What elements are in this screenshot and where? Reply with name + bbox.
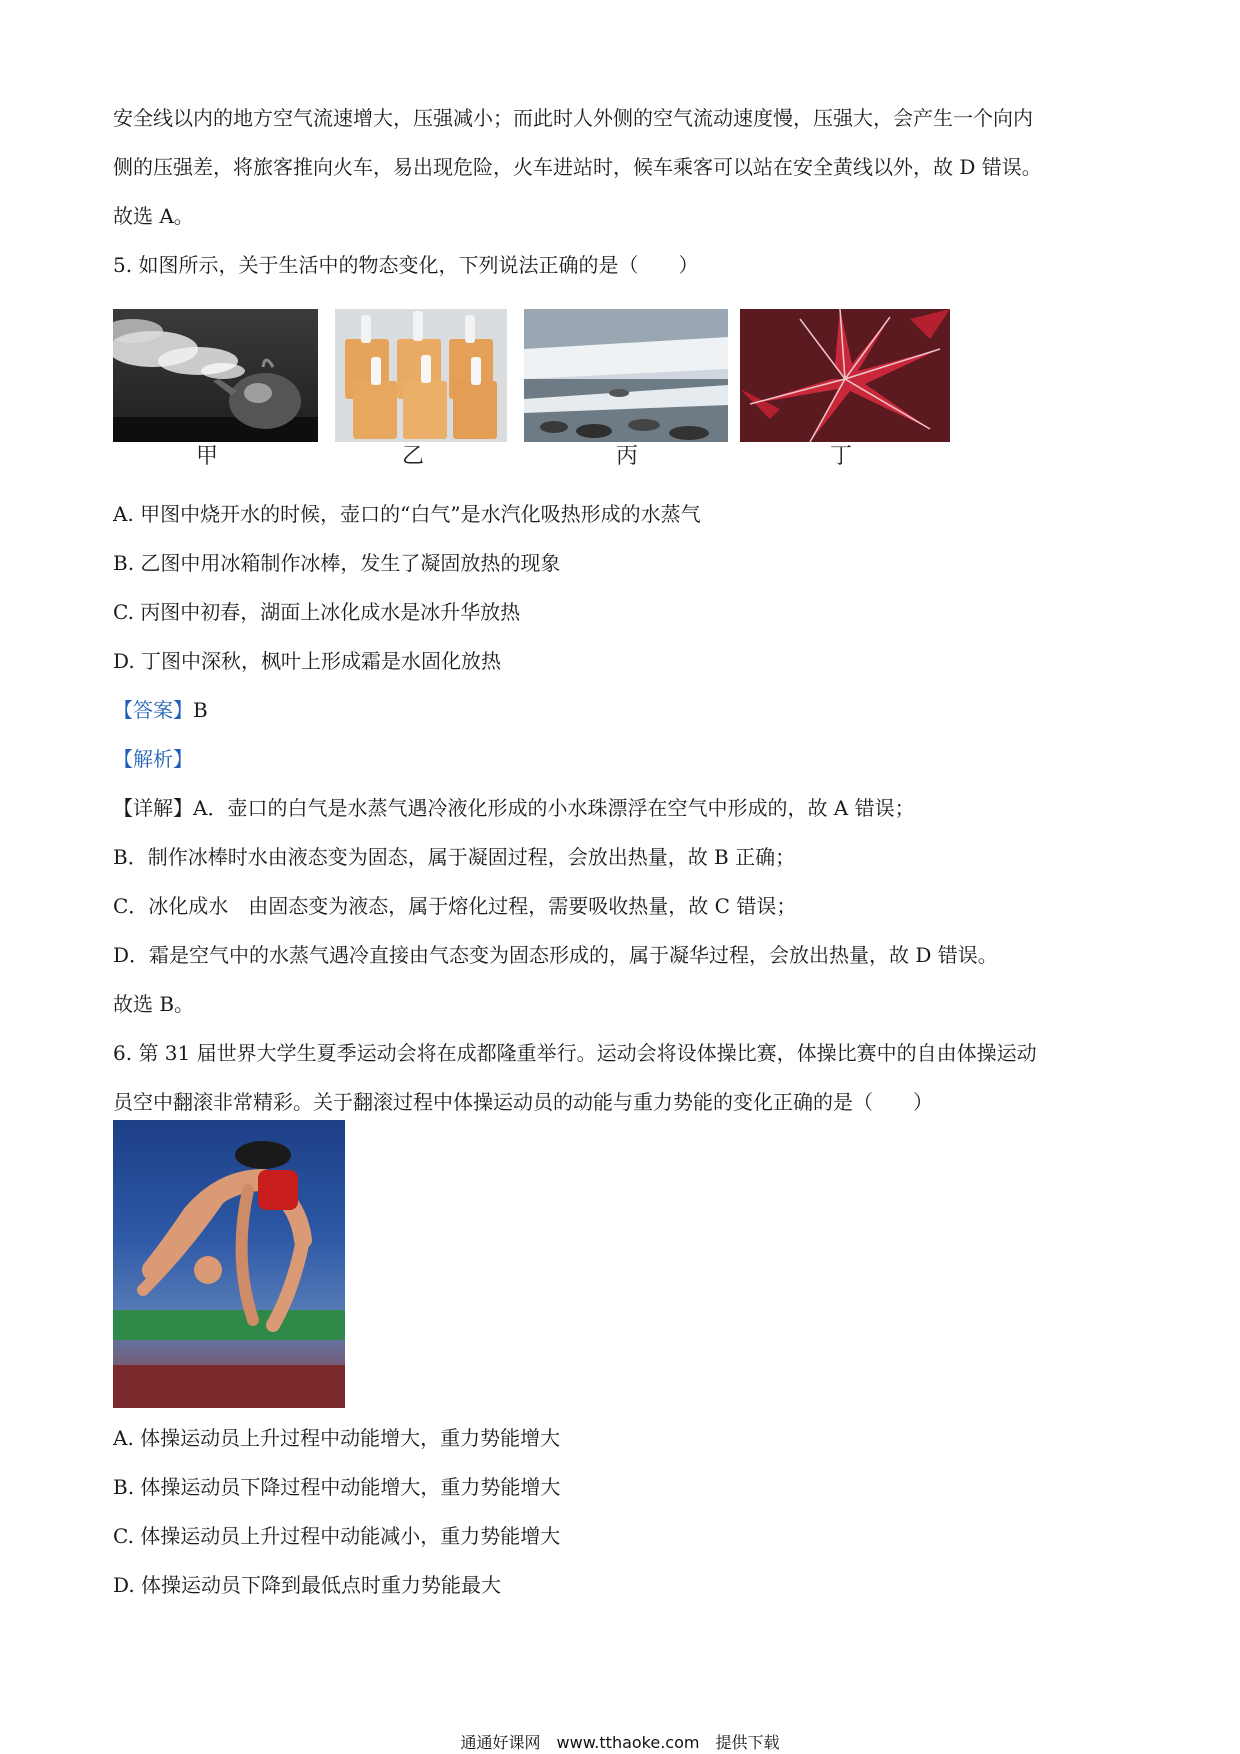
detail-line-a (113, 794, 915, 822)
answer-value: B (193, 698, 208, 722)
detail-line-d: D．霜是空气中的水蒸气遇冷直接由气态变为固态形成的，属于凝华过程，会放出热量，故 D 错误。 (113, 943, 998, 967)
caption-bing: 丙 (616, 444, 639, 469)
detail-label: 【详解】 (113, 796, 193, 820)
question-6-stem-line-1: 6. 第 31 届世界大学生夏季运动会将在成都隆重举行。运动会将设体操比赛，体操比赛中的自由体操运动 (113, 1041, 1037, 1065)
q6-option-a: A. 体操运动员上升过程中动能增大，重力势能增大 (113, 1426, 561, 1450)
caption-ding: 丁 (830, 444, 853, 469)
q5-option-c: C. 丙图中初春，湖面上冰化成水是冰升华放热 (113, 600, 521, 624)
q6-option-c: C. 体操运动员上升过程中动能减小，重力势能增大 (113, 1524, 561, 1548)
q5-option-d: D. 丁图中深秋，枫叶上形成霜是水固化放热 (113, 649, 502, 673)
detail-line-c: C．冰化成水 由固态变为液态，属于熔化过程，需要吸收热量，故 C 错误； (113, 894, 797, 918)
melting-ice-photo (524, 309, 728, 442)
explanation-line-1: 安全线以内的地方空气流速增大，压强减小；而此时人外侧的空气流动速度慢，压强大，会产生一个向内 (113, 106, 1033, 130)
explanation-conclusion: 故选 A。 (113, 204, 194, 228)
detail-text-a: A．壶口的白气是水蒸气遇冷液化形成的小水珠漂浮在空气中形成的，故 A 错误； (193, 796, 915, 820)
analysis-label: 【解析】 (113, 747, 193, 771)
gymnast-photo (113, 1120, 345, 1408)
q6-option-b: B. 体操运动员下降过程中动能增大，重力势能增大 (113, 1475, 561, 1499)
question-5-stem: 5. 如图所示，关于生活中的物态变化，下列说法正确的是（ ） (113, 253, 699, 277)
q5-answer (113, 696, 208, 724)
explanation-line-2: 侧的压强差，将旅客推向火车，易出现危险，火车进站时，候车乘客可以站在安全黄线以外，故 D 错误。 (113, 155, 1042, 179)
question-6-stem-line-2: 员空中翻滚非常精彩。关于翻滚过程中体操运动员的动能与重力势能的变化正确的是（ ） (113, 1090, 933, 1114)
kettle-steam-photo (113, 309, 318, 442)
detail-line-b: B．制作冰棒时水由液态变为固态，属于凝固过程，会放出热量，故 B 正确； (113, 845, 796, 869)
popsicle-photo (335, 309, 507, 442)
caption-yi: 乙 (402, 444, 425, 469)
q5-option-a: A. 甲图中烧开水的时候，壶口的“白气”是水汽化吸热形成的水蒸气 (113, 502, 701, 526)
q5-option-b: B. 乙图中用冰箱制作冰棒，发生了凝固放热的现象 (113, 551, 561, 575)
caption-jia: 甲 (196, 444, 219, 469)
page-footer: 通通好课网 www.tthaoke.com 提供下载 (460, 1733, 780, 1752)
answer-label: 【答案】 (113, 698, 193, 722)
q5-conclusion: 故选 B。 (113, 992, 195, 1016)
q6-option-d: D. 体操运动员下降到最低点时重力势能最大 (113, 1573, 502, 1597)
frost-maple-photo (740, 309, 950, 442)
